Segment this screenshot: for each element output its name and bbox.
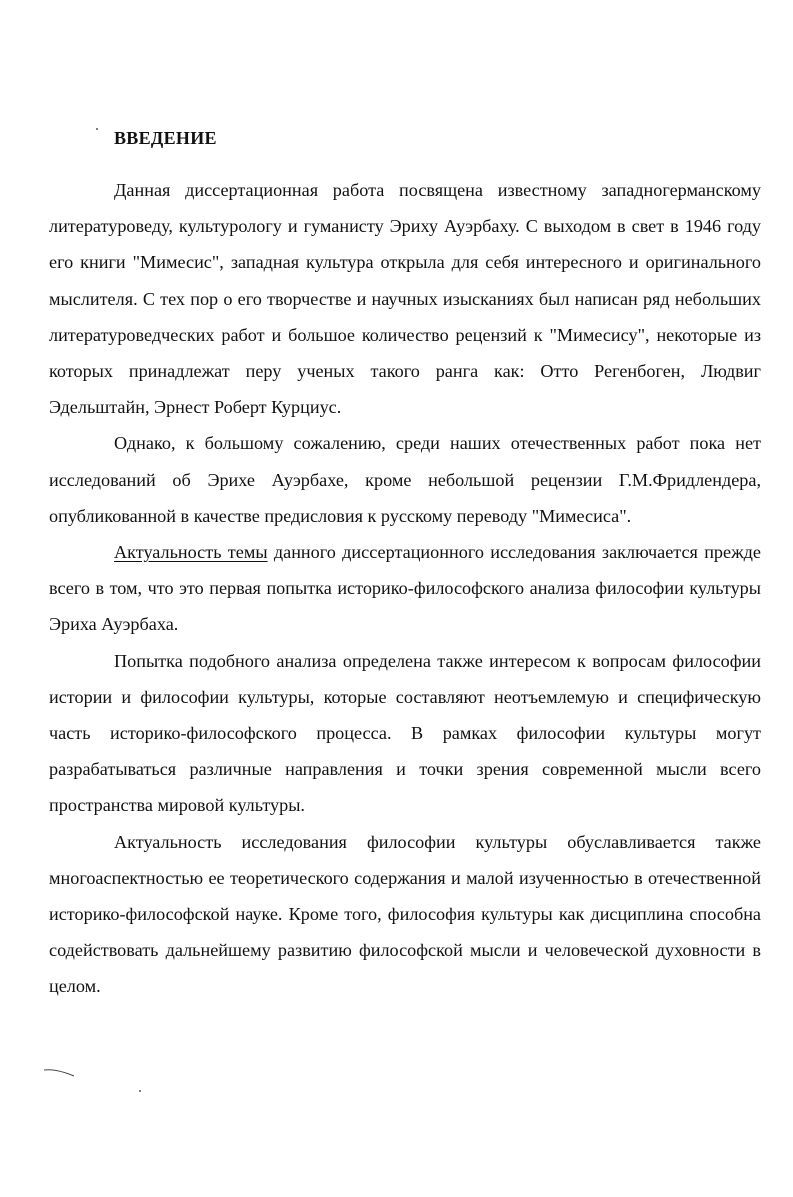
paragraph-3 [49,534,761,643]
scan-speck [96,128,98,130]
underlined-phrase: Актуальность темы [114,542,268,563]
paragraph-4: Попытка подобного анализа определена также интересом к вопросам философии истории и философии культуры, которые составляют неотъемлемую и специфическую часть историко-философского процесса. В рамках философии культуры могут разрабатываться различные направления и точки зрения современной мысли всего пространства мировой культуры. [49,650,761,816]
paragraph-2: Однако, к большому сожалению, среди наших отечественных работ пока нет исследований об Эрихе Ауэрбахе, кроме небольшой рецензии Г.М.Фридлендера, опубликованной в качестве предисловия к русскому переводу "Мимесиса". [49,433,761,526]
scan-speck [139,1090,141,1092]
section-heading: ВВЕДЕНИЕ [114,128,217,148]
pen-stroke-mark [42,1067,76,1077]
body-text [49,172,761,1005]
paragraph-5: Актуальность исследования философии культуры обуславливается также многоаспектностью ее теоретического содержания и малой изученностью в отечественной историко-философской науке. Кроме того, философия культуры как дисциплина способна содействовать дальнейшему развитию философской мысли и человеческой духовности в целом. [49,831,761,997]
paragraph-1: Данная диссертационная работа посвящена известному западногерманскому литературоведу, культурологу и гуманисту Эриху Ауэрбаху. С выходом в свет в 1946 году его книги "Мимесис", западная культура открыла для себя интересного и оригинального мыслителя. С тех пор о его творчестве и научных изысканиях был написан ряд небольших литературоведческих работ и большое количество рецензий к "Мимесису", некоторые из которых принадлежат перу ученых такого ранга как: Отто Регенбоген, Людвиг Эдельштайн, Эрнест Роберт Курциус. [49,180,761,418]
paragraph-3-rest: данного диссертационного исследования заключается прежде всего в том, что это первая попытка историко-философского анализа философии культуры Эриха Ауэрбаха. [49,542,761,635]
